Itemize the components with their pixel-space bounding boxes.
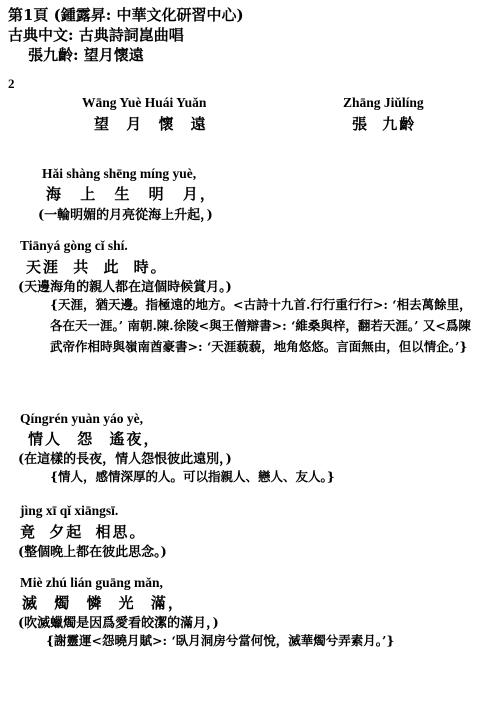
verse-chinese: 滅 燭 憐 光 滿， (22, 594, 185, 612)
author-pinyin: Zhāng Jiǔlíng (343, 95, 424, 110)
verse-chinese: 海 上 生 明 月， (46, 185, 217, 203)
verse-translation: (天邊海角的親人都在這個時候賞月。) (18, 280, 232, 295)
header-line-2: 古典中文: 古典詩詞崑曲唱 (8, 26, 184, 44)
verse-chinese: 天涯 共 此 時。 (26, 258, 168, 276)
verse-pinyin: Qíngrén yuàn yáo yè, (20, 411, 144, 426)
title-chinese: 望 月 懷 遠 (94, 115, 208, 133)
verse-chinese: 竟 夕起 相思。 (20, 523, 147, 541)
verse-pinyin: jìng xī qǐ xiāngsī. (20, 503, 119, 518)
verse-translation: (在這樣的長夜，情人怨恨彼此遠別，) (18, 452, 232, 467)
title-pinyin: Wāng Yuè Huái Yuǎn (82, 95, 207, 110)
verse-note: {情人，感情深厚的人。可以指親人、戀人、友人。} (50, 469, 335, 484)
verse-translation: (吹滅蠟燭是因爲愛看皎潔的滿月，) (18, 616, 219, 631)
verse-chinese: 情人 怨 遙夜， (28, 430, 161, 448)
header-line-1: 第1頁 (鍾露昇: 中華文化研習中心) (8, 6, 244, 24)
header-line-3: 張九齡: 望月懷遠 (28, 46, 144, 64)
verse-note: {天涯，猶天邊。指極遠的地方。<古詩十九首.行行重行行>: ‘相去萬餘里，各在天一涯。’ 南朝.陳.徐陵<與王僧辯書>: ‘維桑與梓，翻若天涯。’ 又<爲陳武帝作相時與嶺南酋豪書>: ‘天涯藐藐，地角悠悠。言面無由，但以情企。’} (50, 297, 472, 354)
verse-pinyin: Tiānyá gòng cǐ shí. (20, 238, 128, 253)
verse-pinyin: Hǎi shàng shēng míng yuè, (42, 166, 197, 181)
verse-translation: (一輪明媚的月亮從海上升起，) (38, 208, 213, 223)
verse-note: {謝靈運<怨曉月賦>: ‘臥月洞房兮當何悅，滅華燭兮弄素月。’} (46, 633, 395, 648)
verse-translation: (整個晚上都在彼此思念。) (18, 545, 167, 560)
verse-pinyin: Miè zhú lián guāng mǎn, (20, 575, 163, 590)
author-chinese: 張 九齡 (352, 115, 417, 133)
page-number: 2 (8, 76, 15, 91)
